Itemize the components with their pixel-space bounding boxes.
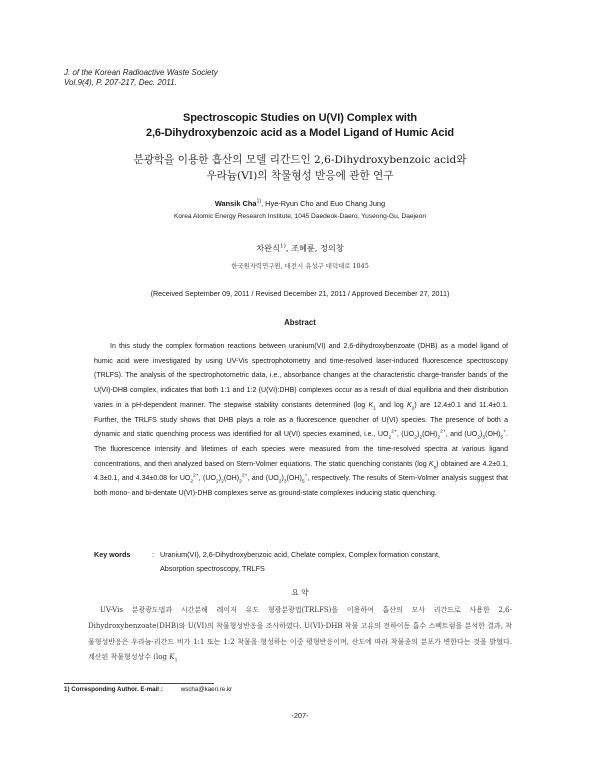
english-title-line-1: Spectroscopic Studies on U(VI) Complex with (182, 112, 418, 124)
footnote-label: 1) Corresponding Author. E-mail : (64, 686, 163, 693)
korean-coauthors: , 조혜륜, 정의창 (285, 243, 344, 253)
korean-affiliation: 한국원자력연구원, 대전시 유성구 대덕대로 1045 (231, 262, 369, 270)
coauthors: , Hye-Ryun Cho and Euo Chang Jung (261, 199, 386, 208)
author-footnote-mark: 1) (256, 198, 262, 205)
korean-authors (40, 243, 560, 254)
korean-abstract-text: UV-Vis 분광광도법과 시간분해 레이저 유도 형광분광법(TRLFS)을 이용하여 흡산의 모사 리간드로 사용한 2,6-Dihydroxybenzoate(DHB)와 U(VI)의 착물형성반응을 조사하였다. U(VI)-DHB 착물 고유의 전하이동 흡수 스펙트럼을 분석한 결과, 착물형성반응은 우라늄-리간드 비가 1:1 또는 1:2 착물을 형성하는 이중 평형반응이며, 산도에 따라 착물종의 분포가 변한다는 것을 밝혔다. 계산된 착물형성상수 (log $K_1$ (88, 606, 512, 664)
english-authors (40, 199, 560, 208)
keywords-separator: : (152, 550, 154, 559)
first-author: Wansik Cha (214, 199, 257, 208)
korean-title-line-1: 분광학을 이용한 흡산의 모델 리간드인 2,6-Dihydroxybenzoic acid와 (133, 154, 467, 166)
korean-title-line-2: 우라늄(VI)의 착물형성 반응에 관한 연구 (206, 170, 394, 182)
korean-first-author: 차완식 (256, 243, 280, 253)
keywords-list: Uranium(VI), 2,6-Dihydroxybenzoic acid, Chelate complex, Complex formation constant, Absorption spectroscopy, TRLFS (160, 550, 441, 573)
keywords (94, 548, 514, 576)
journal-volume: Vol.9(4), P. 207-217, Dec. 2011. (64, 78, 177, 87)
corresponding-author-footnote (64, 686, 232, 693)
english-title-line-2: 2,6-Dihydroxybenzoic acid as a Model Ligand of Humic Acid (145, 127, 455, 139)
english-title (40, 111, 560, 141)
footnote-divider (64, 683, 214, 684)
journal-citation (64, 68, 218, 88)
journal-name: J. of the Korean Radioactive Waste Society (64, 68, 218, 77)
korean-abstract-heading: 요 약 (291, 588, 309, 597)
page-number: -207- (291, 711, 309, 720)
abstract-text: In this study the complex formation reactions between uranium(VI) and 2,6-dihydroxybenzoate (DHB) as a model ligand of humic acid were investigated by using UV-Vis spectrophotometry and time-resolved laser-induced fluorescence spectroscopy (TRLFS). The analysis of the spectrophotometric data, i.e., absorbance changes at the characteristic charge-transfer bands of the U(VI)-DHB complex, indicates that both 1:1 and 1:2 (U(VI):DHB) complexes occur as a result of dual equilibria and their distribution varies in a pH-dependent manner. The stepwise stability constants determined (log $K_1$ and $\log K_2$) are 12.4±0.1 and 11.4±0.1. Further, the TRLFS study shows that DHB plays a role as a fluorescence quencher of U(VI) species. The presence of both a dynamic and static quenching process was identified for all U(VI) species examined, i.e., $UO_2^{2+}$, $(UO_2)_2(OH)_2^{2+}$, and $(UO_2)_3(OH)_5^+$. The fluorescence intensity and lifetimes of each species were measured from the time-resolved spectra at various ligand concentrations, and then analyzed based on Stern-Volmer equations. The static quenching constants (log $K_s$) obtained are 4.2±0.1, 4.3±0.1, and 4.34±0.08 for $UO_2^{2+}$, $(UO_2)_2(OH)_2^{2+}$, and $(UO_2)_3(OH)_5^+$, respectively. The results of Stern-Volmer analysis suggest that both mono- and bi-dentate U(VI)-DHB complexes serve as ground-state complexes inducing static quenching. (94, 343, 508, 498)
korean-title (40, 152, 560, 184)
korean-author-footnote-mark: 1) (279, 243, 286, 250)
keywords-label: Key words (94, 550, 131, 559)
abstract-heading: Abstract (284, 318, 316, 327)
author-email: wscha@kaeri.re.kr (180, 686, 233, 693)
received-dates: (Received September 09, 2011 / Revised December 21, 2011 / Approved December 27, 2011) (150, 289, 450, 298)
english-affiliation: Korea Atomic Energy Research Institute, 1045 Daedeok-Daero, Yuseong-Gu, Daejeon (173, 213, 427, 220)
